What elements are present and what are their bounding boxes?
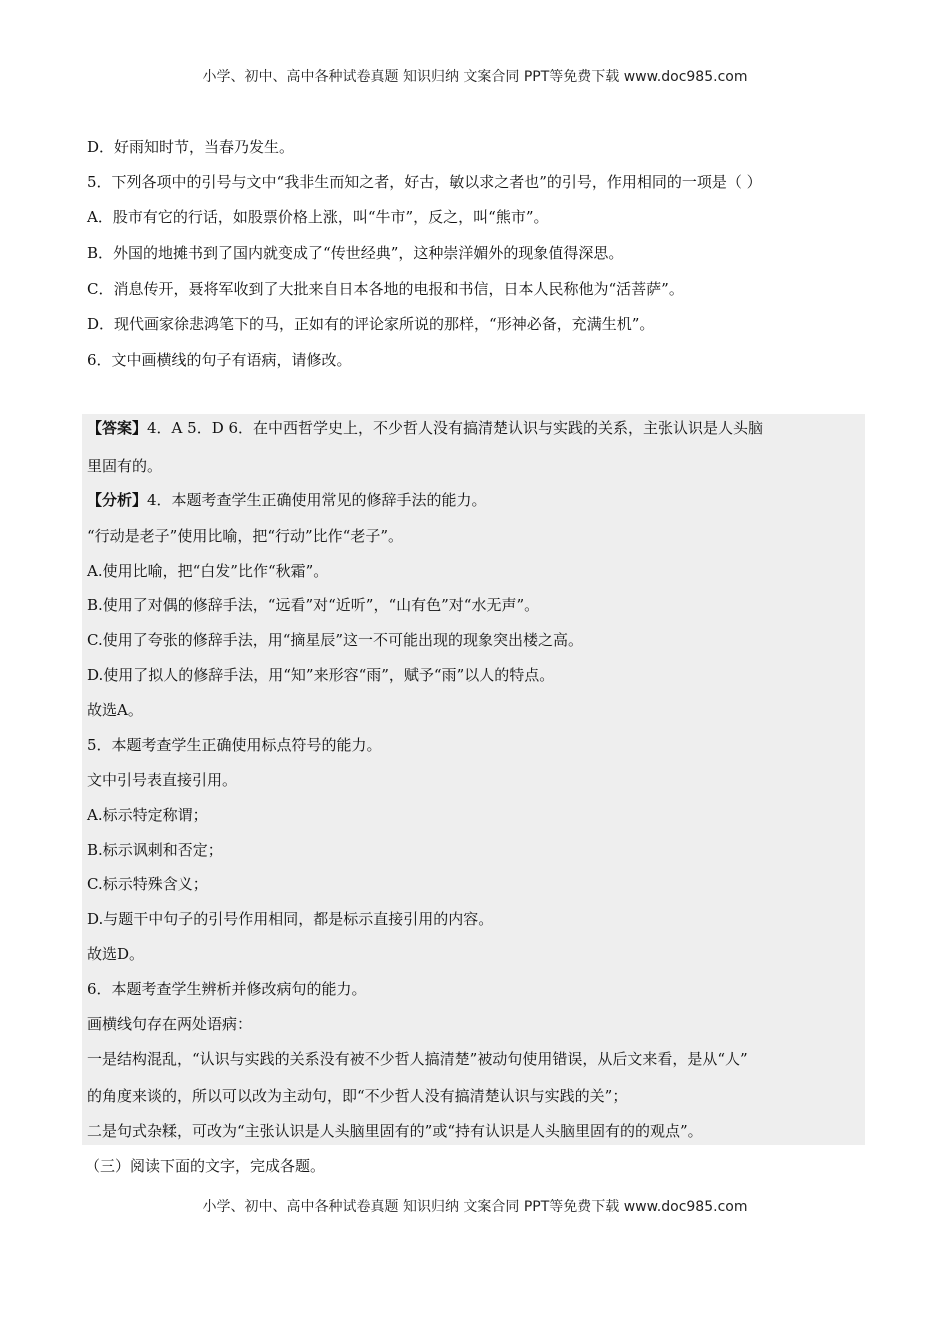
analysis-text: 故选D。 <box>87 945 145 963</box>
page-header: 小学、初中、高中各种试卷真题 知识归纳 文案合同 PPT等免费下载 www.doc985.com <box>202 69 748 85</box>
analysis-label: 【分析】 <box>87 491 148 509</box>
analysis-text: C.标示特殊含义； <box>87 875 208 893</box>
analysis-text: “行动是老子”使用比喻，把“行动”比作“老子”。 <box>87 527 404 545</box>
analysis-text: C.使用了夸张的修辞手法，用“摘星辰”这一不可能出现的现象突出楼之高。 <box>87 631 584 649</box>
analysis-text: B.标示讽刺和否定； <box>87 841 223 859</box>
analysis-line <box>87 490 487 510</box>
analysis-text: 故选A。 <box>87 701 143 719</box>
answer-text: 4．A 5．D 6．在中西哲学史上，不少哲人没有搞清楚认识与实践的关系，主张认识是人头脑 <box>147 419 764 437</box>
analysis-text: 5．本题考查学生正确使用标点符号的能力。 <box>87 736 382 754</box>
page-footer: 小学、初中、高中各种试卷真题 知识归纳 文案合同 PPT等免费下载 www.doc985.com <box>202 1199 748 1215</box>
analysis-text: A.标示特定称谓； <box>87 806 208 824</box>
question-line: C．消息传开，聂将军收到了大批来自日本各地的电报和书信，日本人民称他为“活菩萨”。 <box>87 280 684 298</box>
analysis-text: 6．本题考查学生辨析并修改病句的能力。 <box>87 980 367 998</box>
analysis-first: 4．本题考查学生正确使用常见的修辞手法的能力。 <box>147 491 487 509</box>
analysis-text: 文中引号表直接引用。 <box>87 771 238 789</box>
analysis-text: 画横线句存在两处语病： <box>87 1015 253 1033</box>
answer-continuation: 里固有的。 <box>87 457 163 475</box>
section-heading: （三）阅读下面的文字，完成各题。 <box>85 1157 326 1175</box>
question-line: D．好雨知时节，当春乃发生。 <box>87 138 295 156</box>
analysis-text: D.使用了拟人的修辞手法，用“知”来形容“雨”，赋予“雨”以人的特点。 <box>87 666 555 684</box>
answer-line <box>87 418 763 438</box>
answer-label: 【答案】 <box>87 419 148 437</box>
question-line: A．股市有它的行话，如股票价格上涨，叫“牛市”，反之，叫“熊市”。 <box>87 208 549 226</box>
analysis-text: B.使用了对偶的修辞手法，“远看”对“近听”，“山有色”对“水无声”。 <box>87 596 540 614</box>
analysis-text: A.使用比喻，把“白发”比作“秋霜”。 <box>87 562 329 580</box>
analysis-text: 的角度来谈的，所以可以改为主动句，即“不少哲人没有搞清楚认识与实践的关”； <box>87 1087 628 1105</box>
question-line: B．外国的地摊书到了国内就变成了“传世经典”，这种崇洋媚外的现象值得深思。 <box>87 244 624 262</box>
analysis-text: 二是句式杂糅，可改为“主张认识是人头脑里固有的”或“持有认识是人头脑里固有的的观点”。 <box>87 1122 703 1140</box>
analysis-text: 一是结构混乱，“认识与实践的关系没有被不少哲人搞清楚”被动句使用错误，从后文来看，是从“人” <box>87 1050 748 1068</box>
question-line: 6．文中画横线的句子有语病，请修改。 <box>87 351 352 369</box>
question-line: 5．下列各项中的引号与文中“我非生而知之者，好古，敏以求之者也”的引号，作用相同的一项是（ ） <box>87 173 762 191</box>
analysis-text: D.与题干中句子的引号作用相同，都是标示直接引用的内容。 <box>87 910 494 928</box>
question-line: D．现代画家徐悲鸿笔下的马，正如有的评论家所说的那样，“形神必备，充满生机”。 <box>87 315 655 333</box>
